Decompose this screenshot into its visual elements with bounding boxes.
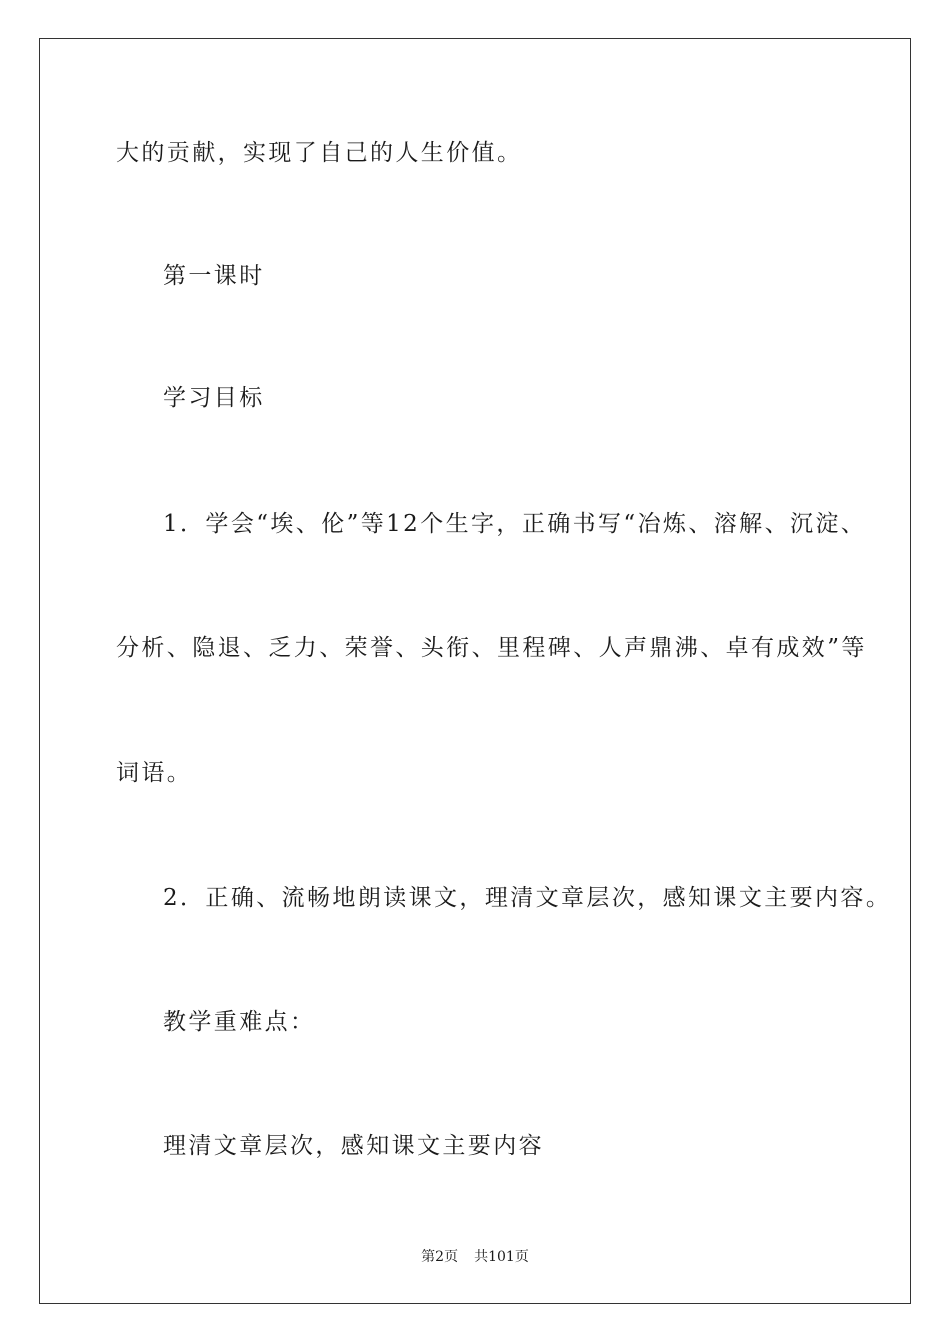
section-heading-objectives: 学习目标 [163,385,265,411]
section-heading-lesson: 第一课时 [163,263,265,289]
objective-1-line-3: 词语。 [116,760,193,786]
page-total: 共101页 [474,1249,529,1265]
objective-2: 2．正确、流畅地朗读课文，理清文章层次，感知课文主要内容。 [163,885,892,911]
objective-1-line-2: 分析、隐退、乏力、荣誉、头衔、里程碑、人声鼎沸、卓有成效”等 [116,635,867,661]
page-footer [0,1248,950,1266]
page-frame [39,38,911,1304]
section-heading-key-points: 教学重难点： [163,1009,316,1035]
body-line-continuation: 大的贡献，实现了自己的人生价值。 [116,140,523,166]
page-number: 第2页 [421,1249,459,1265]
objective-1-line-1: 1．学会“埃、伦”等12个生字，正确书写“冶炼、溶解、沉淀、 [163,511,867,537]
key-points-text: 理清文章层次，感知课文主要内容 [163,1133,544,1159]
